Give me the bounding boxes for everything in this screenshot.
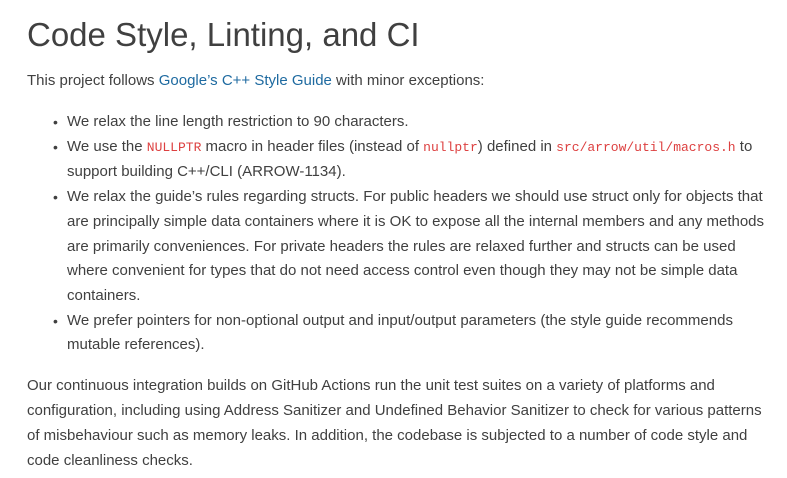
- list-item: [27, 309, 767, 358]
- list-item-text-part: macro in header files (instead of: [201, 137, 424, 155]
- list-item-text-part: to support building C++/CLI (ARROW-1134).: [67, 137, 753, 181]
- inline-code-nullptr: nullptr: [423, 139, 478, 155]
- page-title: Code Style, Linting, and CI: [27, 16, 420, 53]
- bullet-icon: •: [53, 312, 58, 329]
- list-item-text: We relax the guide’s rules regarding structs. For public headers we should use struct only for objects that are principally simple data containers where it is OK to expose all the internal members and any methods are primarily conveniences. For private headers the rules are relaxed further and structs can be used where convenient for types that do not need access control even though they may not be simple data containers.: [67, 188, 765, 304]
- list-item: [27, 185, 767, 309]
- list-item: [27, 135, 767, 185]
- intro-paragraph: [27, 69, 767, 93]
- bullet-icon: •: [53, 138, 58, 155]
- inline-code-nullptr-macro: NULLPTR: [146, 139, 202, 155]
- list-item-text-part: ) defined in: [477, 137, 557, 155]
- list-item-text: We relax the line length restriction to 90 characters.: [67, 113, 409, 130]
- style-guide-link[interactable]: Google’s C++ Style Guide: [158, 72, 332, 89]
- list-item: [27, 110, 767, 135]
- intro-prefix: This project follows: [27, 72, 159, 89]
- intro-suffix: with minor exceptions:: [331, 72, 485, 89]
- list-item-text: We prefer pointers for non-optional output and input/output parameters (the style guide recommends mutable references).: [67, 311, 733, 354]
- inline-code-macros-path: src/arrow/util/macros.h: [556, 139, 736, 155]
- bullet-icon: •: [53, 114, 58, 130]
- exceptions-list: [27, 110, 767, 358]
- list-item-text-part: We use the: [67, 137, 147, 155]
- bullet-icon: •: [53, 189, 58, 206]
- ci-paragraph: Our continuous integration builds on GitHub Actions run the unit test suites on a variety of platforms and configuration, including using Address Sanitizer and Undefined Behavior Sanitizer to check for various patterns of misbehaviour such as memory leaks. In addition, the codebase is subjected to a number of code style and code cleanliness checks.: [27, 377, 762, 470]
